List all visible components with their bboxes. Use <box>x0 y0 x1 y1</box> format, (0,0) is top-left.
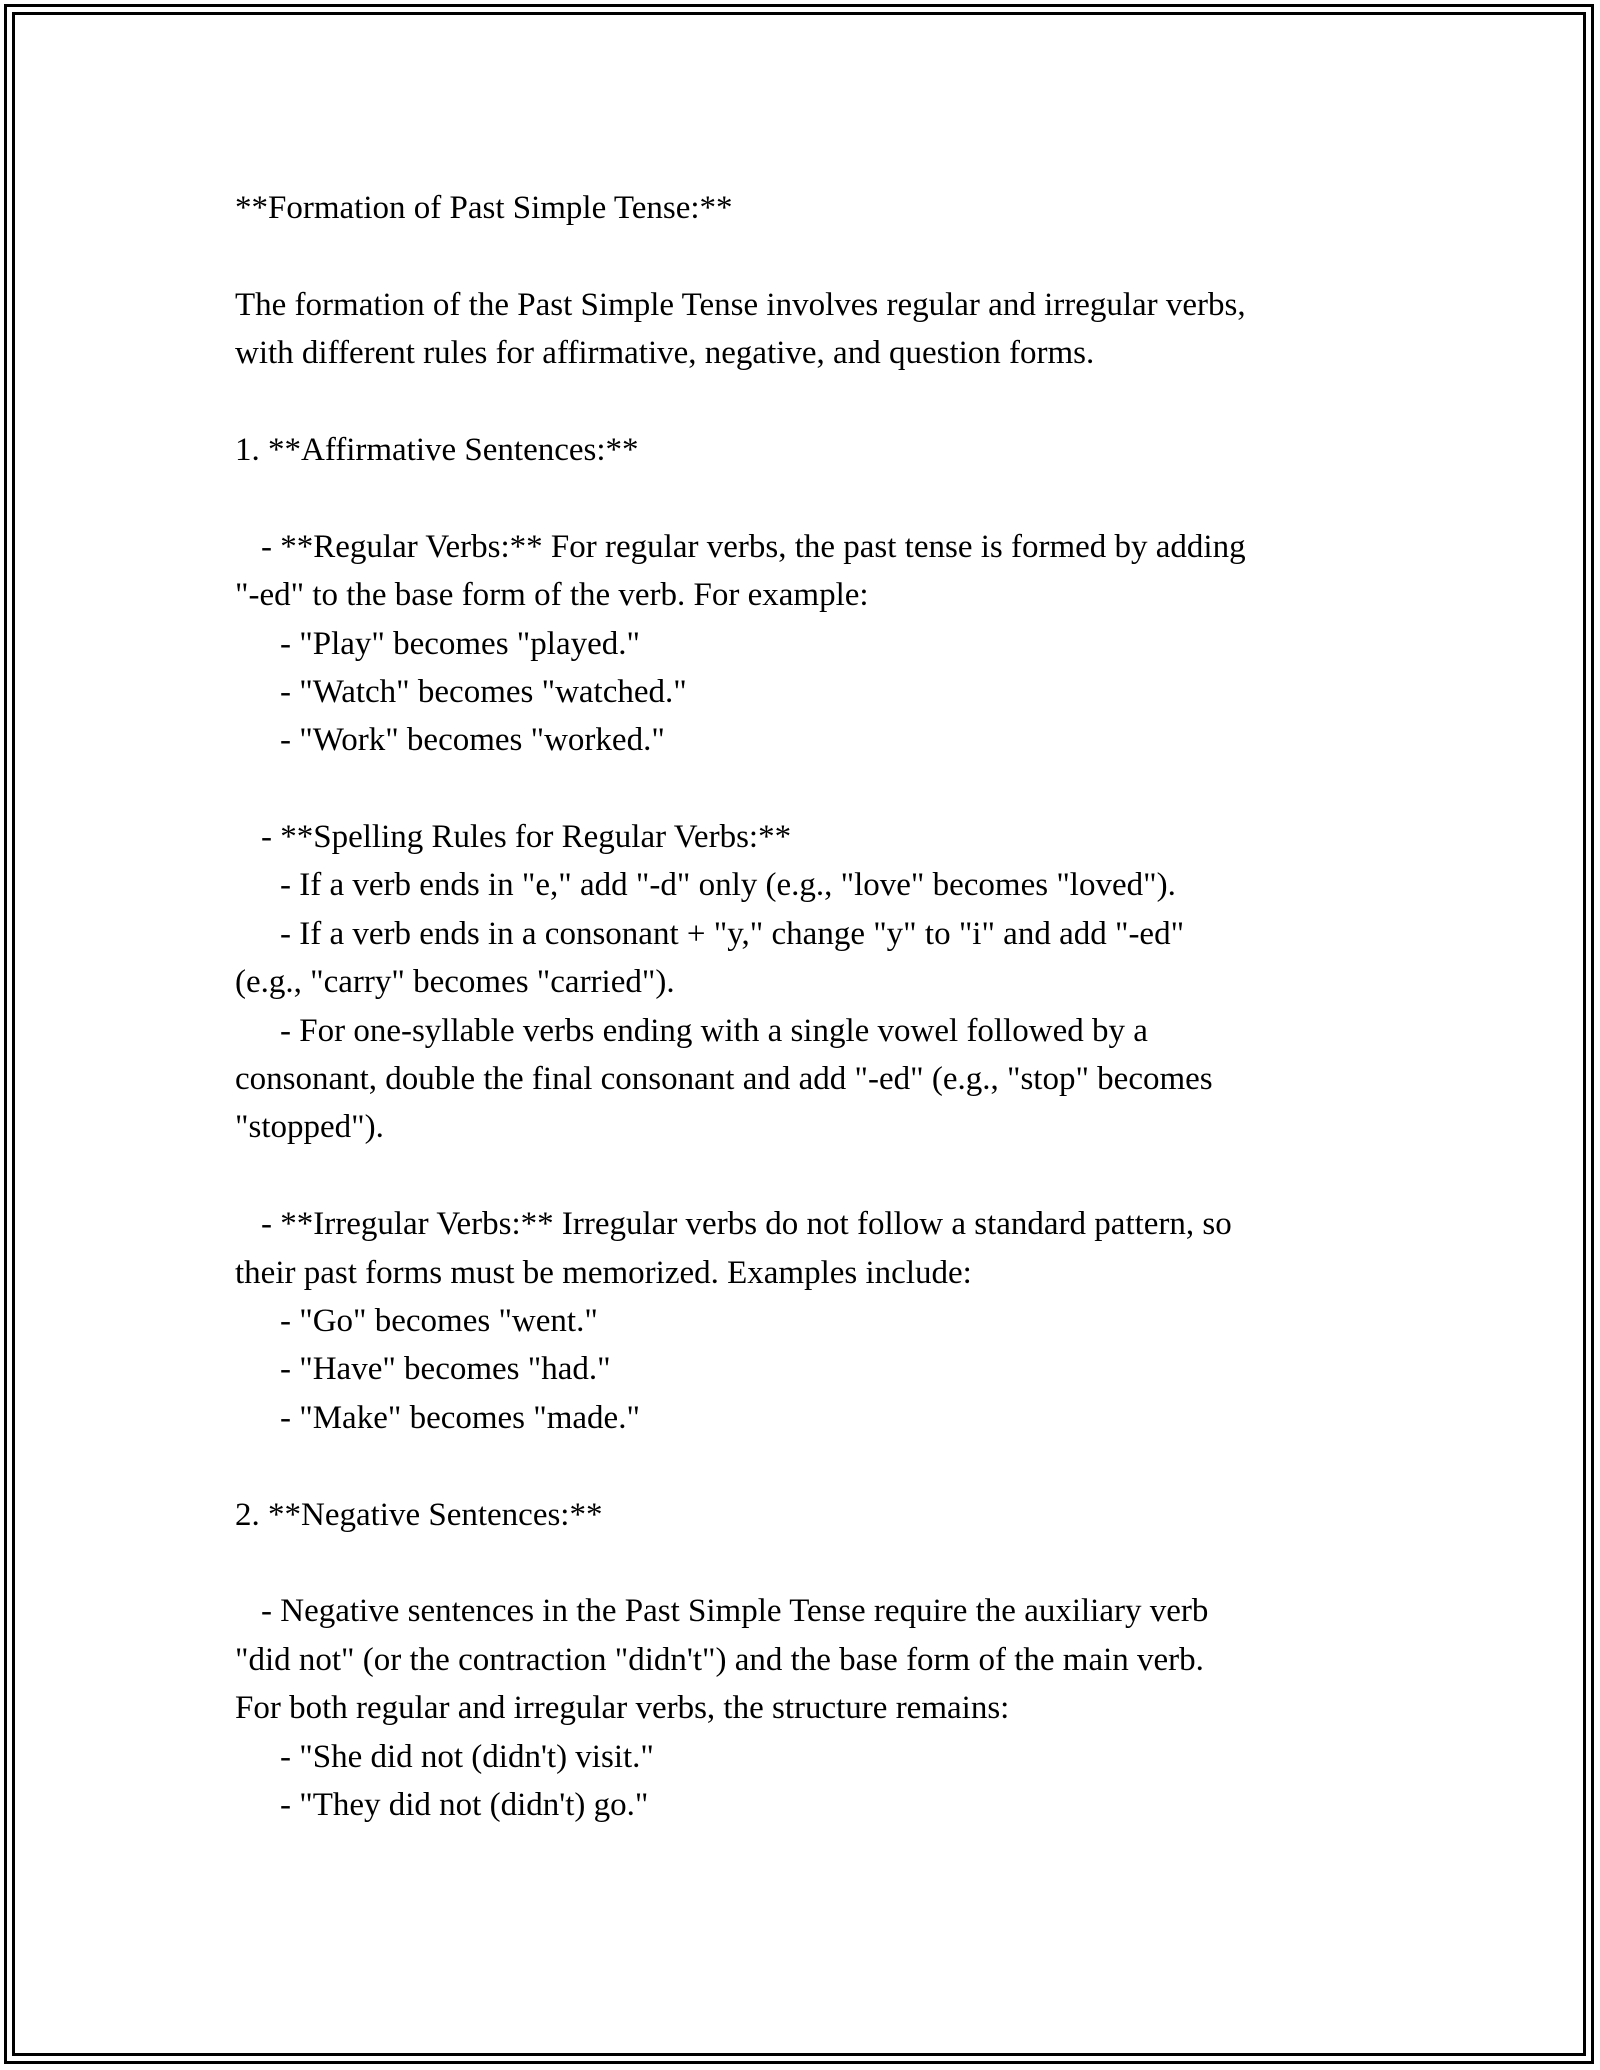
spelling-rule: - For one-syllable verbs ending with a single vowel followed by a <box>280 1012 1148 1049</box>
intro-line: The formation of the Past Simple Tense involves regular and irregular verbs, <box>235 286 1246 323</box>
spelling-rule: - If a verb ends in a consonant + "y," change "y" to "i" and add "-ed" <box>280 915 1185 952</box>
irregular-verbs-text: - **Irregular Verbs:** Irregular verbs do not follow a standard pattern, so <box>261 1206 1232 1243</box>
negative-text: For both regular and irregular verbs, the structure remains: <box>235 1690 1010 1727</box>
intro-line: with different rules for affirmative, negative, and question forms. <box>235 335 1095 372</box>
spacer <box>235 474 1375 522</box>
irregular-example: - "Have" becomes "had." <box>280 1351 611 1388</box>
negative-example: - "She did not (didn't) visit." <box>280 1738 654 1775</box>
irregular-example: - "Make" becomes "made." <box>280 1399 640 1436</box>
spacer <box>235 1539 1375 1587</box>
spelling-rules-heading: - **Spelling Rules for Regular Verbs:** <box>261 819 792 856</box>
document-body <box>235 184 1375 1829</box>
negative-text: "did not" (or the contraction "didn't") and the base form of the main verb. <box>235 1641 1204 1678</box>
section-heading-affirmative: 1. **Affirmative Sentences:** <box>235 431 639 468</box>
spacer <box>235 232 1375 280</box>
irregular-example: - "Go" becomes "went." <box>280 1302 598 1339</box>
spelling-rule: consonant, double the final consonant and add "-ed" (e.g., "stop" becomes <box>235 1061 1213 1098</box>
spelling-rule: - If a verb ends in "e," add "-d" only (e.g., "love" becomes "loved"). <box>280 867 1176 904</box>
regular-example: - "Watch" becomes "watched." <box>280 673 687 710</box>
negative-example: - "They did not (didn't) go." <box>280 1786 649 1823</box>
section-heading-negative: 2. **Negative Sentences:** <box>235 1496 603 1533</box>
negative-text: - Negative sentences in the Past Simple Tense require the auxiliary verb <box>261 1593 1209 1630</box>
spacer <box>235 1152 1375 1200</box>
spacer <box>235 765 1375 813</box>
spelling-rule: (e.g., "carry" becomes "carried"). <box>235 964 675 1001</box>
spelling-rule: "stopped"). <box>235 1109 384 1146</box>
regular-verbs-text: - **Regular Verbs:** For regular verbs, the past tense is formed by adding <box>261 528 1246 565</box>
spacer <box>235 1442 1375 1490</box>
regular-verbs-text: "-ed" to the base form of the verb. For example: <box>235 577 869 614</box>
spacer <box>235 378 1375 426</box>
regular-example: - "Work" becomes "worked." <box>280 722 665 759</box>
irregular-verbs-text: their past forms must be memorized. Examples include: <box>235 1254 972 1291</box>
document-title: **Formation of Past Simple Tense:** <box>235 190 733 226</box>
regular-example: - "Play" becomes "played." <box>280 625 640 662</box>
